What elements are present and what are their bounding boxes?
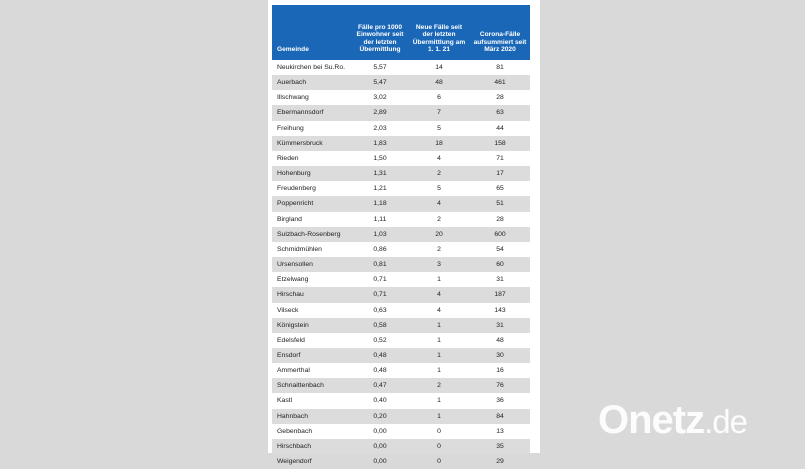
cell-faelle-gesamt: 71	[496, 154, 504, 162]
cell-faelle-gesamt: 54	[496, 245, 504, 253]
cell-faelle-gesamt: 65	[496, 185, 504, 193]
cell-faelle-pro-1000: 1,31	[352, 166, 408, 181]
cell-faelle-pro-1000: 0,00	[373, 427, 387, 435]
cell-neue-faelle: 2	[437, 245, 441, 253]
cell-faelle-pro-1000: 0,48	[373, 367, 387, 375]
cell-faelle-pro-1000: 0,20	[352, 409, 408, 424]
cell-faelle-pro-1000: 1,03	[352, 227, 408, 242]
cell-faelle-gesamt: 31	[496, 276, 504, 284]
table-row	[272, 333, 530, 348]
cell-neue-faelle: 7	[408, 105, 470, 120]
cell-gemeinde: Freihung	[277, 124, 304, 132]
cell-faelle-gesamt: 143	[494, 306, 506, 314]
cell-neue-faelle: 1	[408, 318, 470, 333]
cell-neue-faelle: 1	[437, 367, 441, 375]
cell-neue-faelle: 0	[437, 427, 441, 435]
cell-neue-faelle: 2	[408, 378, 470, 393]
cell-faelle-gesamt: 35	[470, 439, 530, 454]
cell-gemeinde: Etzelwang	[277, 276, 309, 284]
table-row	[272, 257, 530, 272]
cell-faelle-gesamt: 158	[470, 136, 530, 151]
cell-faelle-gesamt: 63	[470, 105, 530, 120]
cell-gemeinde: Freudenberg	[277, 185, 316, 193]
cell-neue-faelle: 5	[437, 124, 441, 132]
cell-neue-faelle: 18	[408, 136, 470, 151]
table-row	[272, 409, 530, 424]
onetz-watermark	[598, 398, 747, 443]
cell-faelle-pro-1000: 0,63	[373, 306, 387, 314]
cell-faelle-pro-1000: 1,11	[373, 215, 387, 223]
cell-gemeinde: Ensdorf	[272, 348, 352, 363]
cell-neue-faelle: 4	[408, 287, 470, 302]
cell-gemeinde: Edelsfeld	[277, 336, 305, 344]
cell-faelle-pro-1000: 3,02	[373, 94, 387, 102]
cell-faelle-pro-1000: 0,00	[373, 458, 387, 466]
cell-neue-faelle: 1	[437, 336, 441, 344]
corona-cases-table	[272, 5, 530, 469]
table-row	[272, 151, 530, 166]
cell-gemeinde: Birgland	[277, 215, 302, 223]
cell-faelle-gesamt: 81	[496, 64, 504, 71]
cell-faelle-gesamt: 461	[470, 75, 530, 90]
table-body	[272, 60, 530, 469]
table-row	[272, 90, 530, 105]
watermark-brand: Onetz	[598, 398, 705, 442]
cell-neue-faelle: 2	[408, 166, 470, 181]
cell-gemeinde: Weigendorf	[277, 458, 312, 466]
cell-gemeinde: Königstein	[272, 318, 352, 333]
table-row	[272, 196, 530, 211]
header-faelle-gesamt: Corona-Fälle aufsummiert seit März 2020	[470, 5, 530, 60]
table-row	[272, 287, 530, 302]
cell-faelle-gesamt: 36	[496, 397, 504, 405]
cell-faelle-pro-1000: 2,03	[373, 124, 387, 132]
table-row	[272, 424, 530, 439]
cell-gemeinde: Gebenbach	[277, 427, 313, 435]
cell-neue-faelle: 4	[437, 154, 441, 162]
cell-faelle-gesamt: 16	[496, 367, 504, 375]
cell-faelle-gesamt: 44	[496, 124, 504, 132]
cell-faelle-pro-1000: 0,71	[352, 287, 408, 302]
cell-faelle-pro-1000: 2,89	[352, 105, 408, 120]
cell-neue-faelle: 1	[437, 276, 441, 284]
cell-faelle-gesamt: 51	[470, 196, 530, 211]
cell-faelle-pro-1000: 0,00	[352, 439, 408, 454]
cell-neue-faelle: 1	[408, 409, 470, 424]
table-row	[272, 318, 530, 333]
watermark-tld: .de	[704, 403, 747, 440]
cell-neue-faelle: 4	[437, 306, 441, 314]
cell-gemeinde: Vilseck	[277, 306, 299, 314]
cell-faelle-pro-1000: 0,81	[352, 257, 408, 272]
cell-gemeinde: Auerbach	[272, 75, 352, 90]
cell-faelle-pro-1000: 0,58	[352, 318, 408, 333]
table-row	[272, 166, 530, 181]
cell-faelle-pro-1000: 5,47	[352, 75, 408, 90]
cell-gemeinde: Hohenburg	[272, 166, 352, 181]
table-row	[272, 348, 530, 363]
cell-gemeinde: Poppenricht	[272, 196, 352, 211]
cell-faelle-gesamt: 31	[470, 318, 530, 333]
cell-faelle-gesamt: 29	[496, 458, 504, 466]
table-row	[272, 272, 530, 287]
cell-gemeinde: Ammerthal	[277, 367, 310, 375]
cell-neue-faelle: 3	[408, 257, 470, 272]
cell-gemeinde: Ursensollen	[272, 257, 352, 272]
cell-gemeinde: Ebermannsdorf	[272, 105, 352, 120]
table-row	[272, 439, 530, 454]
cell-faelle-gesamt: 28	[496, 94, 504, 102]
cell-faelle-gesamt: 48	[496, 336, 504, 344]
cell-gemeinde: Illschwang	[277, 94, 309, 102]
cell-faelle-gesamt: 60	[470, 257, 530, 272]
cell-neue-faelle: 4	[408, 196, 470, 211]
table-header-row	[272, 5, 530, 60]
table-row	[272, 303, 530, 318]
table-row	[272, 121, 530, 136]
header-gemeinde: Gemeinde	[272, 5, 352, 60]
header-faelle-pro-1000: Fälle pro 1000 Einwohner seit der letzten Übermittlung	[352, 5, 408, 60]
cell-faelle-gesamt: 28	[496, 215, 504, 223]
cell-faelle-gesamt: 76	[470, 378, 530, 393]
cell-gemeinde: Kastl	[277, 397, 293, 405]
cell-neue-faelle: 1	[437, 397, 441, 405]
table-row	[272, 60, 530, 75]
cell-faelle-pro-1000: 0,47	[352, 378, 408, 393]
cell-faelle-pro-1000: 0,52	[373, 336, 387, 344]
cell-neue-faelle: 1	[408, 348, 470, 363]
cell-neue-faelle: 20	[408, 227, 470, 242]
cell-faelle-gesamt: 30	[470, 348, 530, 363]
cell-neue-faelle: 14	[435, 64, 443, 71]
cell-faelle-pro-1000: 1,18	[352, 196, 408, 211]
table-row	[272, 181, 530, 196]
cell-faelle-pro-1000: 0,71	[373, 276, 387, 284]
table-row	[272, 227, 530, 242]
cell-gemeinde: Schmidmühlen	[277, 245, 322, 253]
table-panel	[268, 0, 540, 466]
table-row	[272, 393, 530, 408]
table-row	[272, 454, 530, 469]
table-row	[272, 136, 530, 151]
cell-faelle-gesamt: 84	[470, 409, 530, 424]
cell-neue-faelle: 2	[437, 215, 441, 223]
cell-faelle-pro-1000: 1,50	[373, 154, 387, 162]
cell-neue-faelle: 6	[437, 94, 441, 102]
cell-faelle-gesamt: 13	[496, 427, 504, 435]
cell-gemeinde: Hahnbach	[272, 409, 352, 424]
cell-gemeinde: Hirschau	[272, 287, 352, 302]
cell-neue-faelle: 0	[437, 458, 441, 466]
cell-neue-faelle: 48	[408, 75, 470, 90]
table-row	[272, 378, 530, 393]
table-row	[272, 363, 530, 378]
cell-faelle-pro-1000: 5,57	[373, 64, 387, 71]
table-row	[272, 242, 530, 257]
cell-faelle-gesamt: 187	[470, 287, 530, 302]
cell-faelle-gesamt: 17	[470, 166, 530, 181]
cell-faelle-pro-1000: 0,40	[373, 397, 387, 405]
cell-gemeinde: Rieden	[277, 154, 299, 162]
cell-gemeinde: Schnaittenbach	[272, 378, 352, 393]
cell-gemeinde: Neukirchen bei Su.Ro.	[277, 64, 346, 71]
cell-faelle-pro-1000: 1,83	[352, 136, 408, 151]
header-neue-faelle: Neue Fälle seit der letzten Übermittlung am 1. 1. 21	[408, 5, 470, 60]
cell-neue-faelle: 0	[408, 439, 470, 454]
cell-gemeinde: Kümmersbruck	[272, 136, 352, 151]
cell-gemeinde: Hirschbach	[272, 439, 352, 454]
cell-neue-faelle: 5	[437, 185, 441, 193]
table-row	[272, 212, 530, 227]
cell-faelle-pro-1000: 0,48	[352, 348, 408, 363]
table-row	[272, 105, 530, 120]
cell-gemeinde: Sulzbach-Rosenberg	[272, 227, 352, 242]
cell-faelle-pro-1000: 0,86	[373, 245, 387, 253]
table-row	[272, 75, 530, 90]
cell-faelle-gesamt: 600	[470, 227, 530, 242]
cell-faelle-pro-1000: 1,21	[373, 185, 387, 193]
